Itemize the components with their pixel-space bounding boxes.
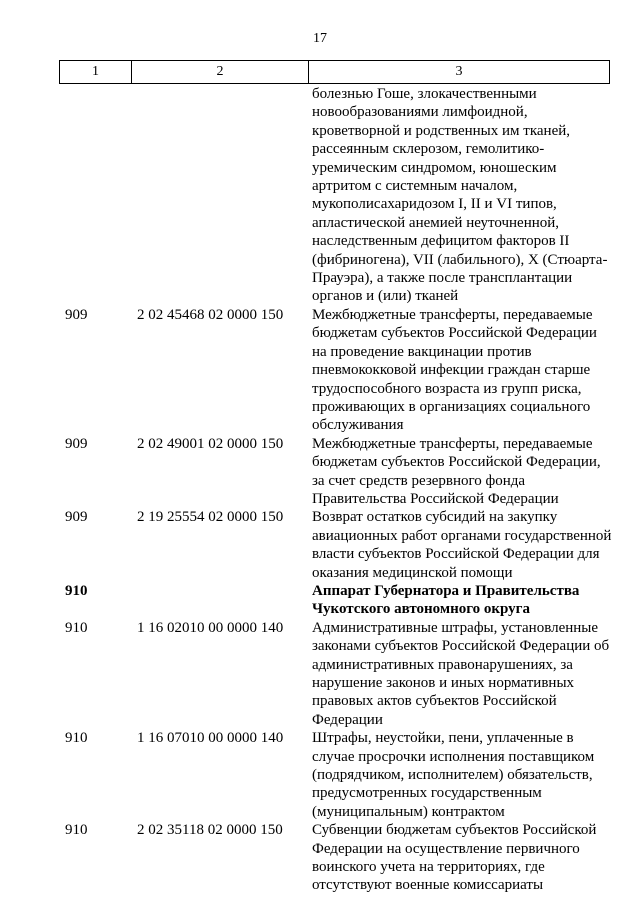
table-row <box>0 435 640 509</box>
budget-classification-code: 2 02 45468 02 0000 150 <box>137 306 284 323</box>
revenue-description: Штрафы, неустойки, пени, уплаченные в случае просрочки исполнения поставщиком (подрядчиком, исполнителем) обязательств, предусмотренных государственным (муниципальным) контрактом <box>312 730 595 820</box>
revenue-description: Административные штрафы, установленные законами субъектов Российской Федерации об административных правонарушениях, за нарушение законов и иных нормативных правовых актов субъектов Российской Федерации <box>312 619 610 728</box>
table-row-section-heading <box>0 582 640 619</box>
table-row <box>0 306 640 435</box>
column-header-3: 3 <box>309 61 610 84</box>
budget-classification-code: 2 02 49001 02 0000 150 <box>137 435 284 452</box>
column-header-2: 2 <box>132 61 309 84</box>
budget-classification-code: 1 16 02010 00 0000 140 <box>137 619 284 636</box>
admin-code: 910 <box>65 730 88 747</box>
table-row <box>0 508 640 582</box>
table-body <box>0 85 640 895</box>
admin-code: 909 <box>65 435 88 452</box>
column-header-table <box>59 60 610 84</box>
table-row <box>0 821 640 895</box>
admin-code: 910 <box>65 619 88 636</box>
revenue-description: Возврат остатков субсидий на закупку авиационных работ органами государственной власти субъектов Российской Федерации для оказания медицинской помощи <box>312 509 612 581</box>
revenue-description: Межбюджетные трансферты, передаваемые бюджетам субъектов Российской Федерации, за счет средств резервного фонда Правительства Российской Федерации <box>312 435 601 507</box>
admin-code: 910 <box>65 822 88 839</box>
revenue-description: Межбюджетные трансферты, передаваемые бюджетам субъектов Российской Федерации на проведение вакцинации против пневмококковой инфекции граждан старше трудоспособного возраста из групп риска, проживающих в организациях социального обслуживания <box>312 306 597 434</box>
table-row <box>0 85 640 306</box>
admin-code: 910 <box>65 582 88 599</box>
table-row <box>0 729 640 821</box>
admin-code: 909 <box>65 306 88 323</box>
section-heading: Аппарат Губернатора и Правительства Чукотского автономного округа <box>312 582 580 618</box>
page-number: 17 <box>313 31 327 46</box>
revenue-description: болезнью Гоше, злокачественными новообразованиями лимфоидной, кроветворной и родственных им тканей, рассеянным склерозом, гемолитико-уремическим синдромом, юношеским артритом с системным началом, мукополисахаридозом I, II и VI типов, апластической анемией неуточненной, наследственным дефицитом факторов II (фибриногена), VII (лабильного), X (Стюарта-Прауэра), а также после трансплантации органов и (или) тканей <box>312 86 608 305</box>
column-header-1: 1 <box>60 61 132 84</box>
budget-classification-code: 2 19 25554 02 0000 150 <box>137 509 284 526</box>
admin-code: 909 <box>65 509 88 526</box>
budget-classification-code: 1 16 07010 00 0000 140 <box>137 730 284 747</box>
table-row <box>0 619 640 729</box>
budget-classification-code: 2 02 35118 02 0000 150 <box>137 822 283 839</box>
revenue-description: Субвенции бюджетам субъектов Российской Федерации на осуществление первичного воинского учета на территориях, где отсутствуют военные комиссариаты <box>312 822 597 894</box>
